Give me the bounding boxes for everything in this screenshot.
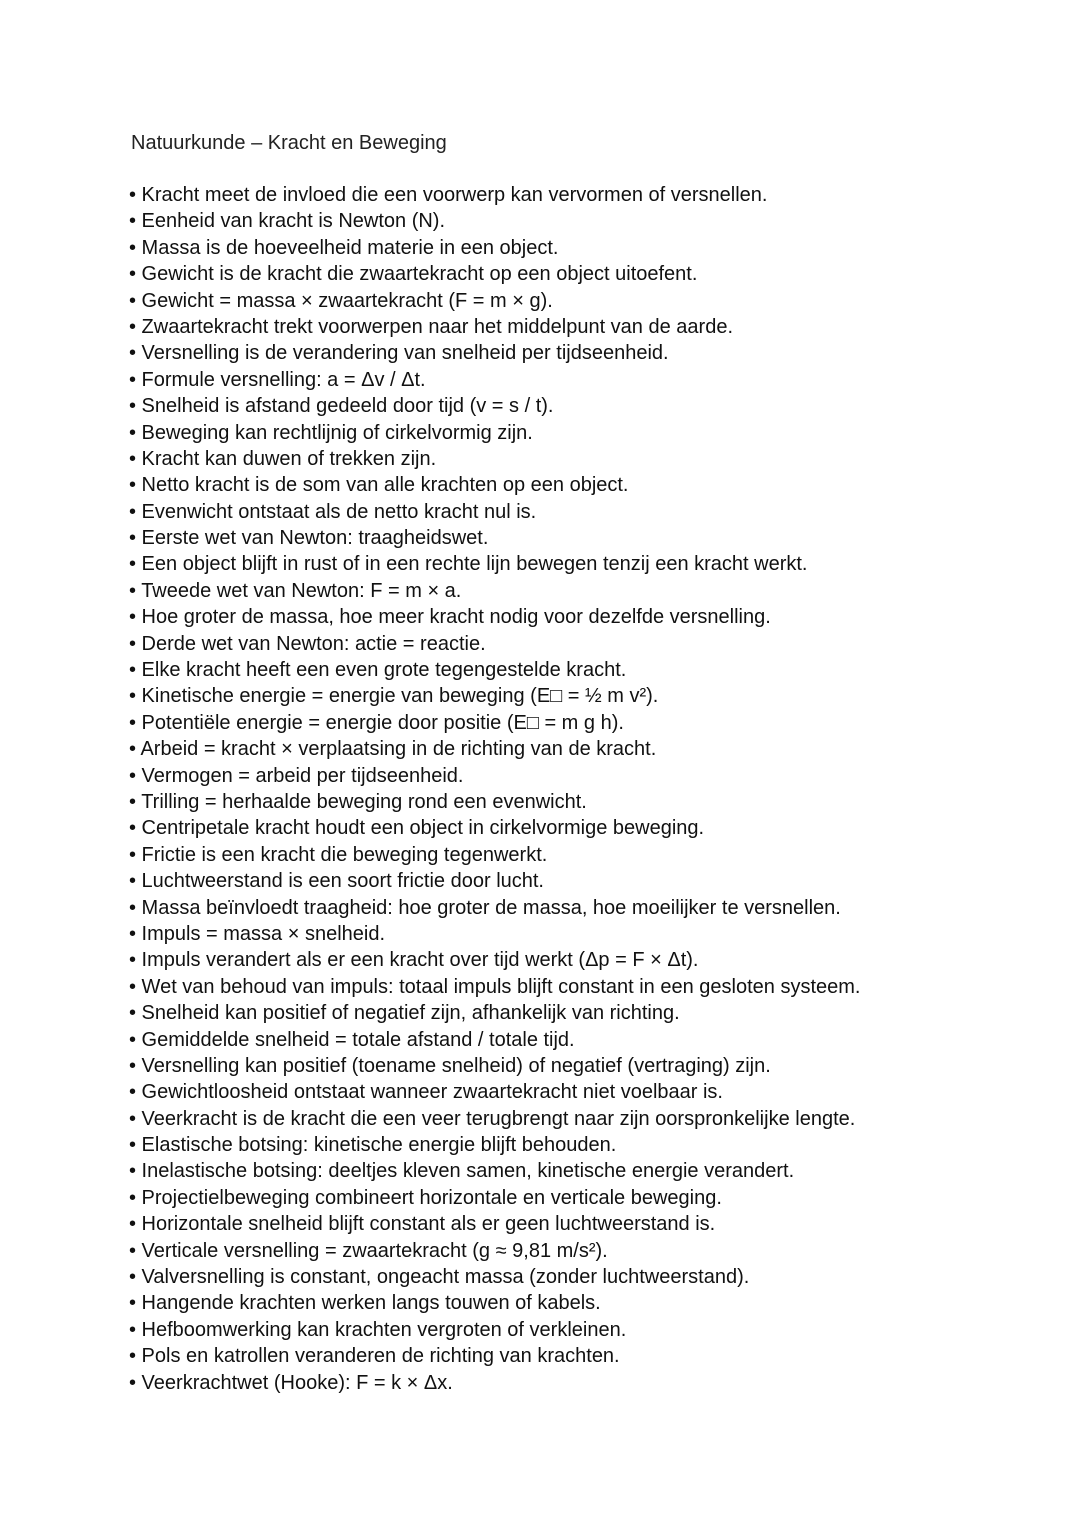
bullet-item: • Centripetale kracht houdt een object in cirkelvormige beweging. bbox=[129, 817, 705, 840]
bullet-item: • Wet van behoud van impuls: totaal impuls blijft constant in een gesloten systeem. bbox=[129, 975, 861, 998]
bullet-item: • Gewicht = massa × zwaartekracht (F = m × g). bbox=[129, 289, 553, 312]
bullet-item: • Impuls verandert als er een kracht over tijd werkt (Δp = F × Δt). bbox=[129, 949, 699, 972]
bullet-item: • Hangende krachten werken langs touwen of kabels. bbox=[129, 1292, 601, 1315]
bullet-item: • Elke kracht heeft een even grote tegengestelde kracht. bbox=[129, 659, 627, 682]
bullet-list bbox=[129, 182, 860, 1396]
bullet-item: • Kracht meet de invloed die een voorwerp kan vervormen of versnellen. bbox=[129, 184, 768, 206]
bullet-item: • Beweging kan rechtlijnig of cirkelvormig zijn. bbox=[129, 421, 533, 444]
bullet-item: • Projectielbeweging combineert horizontale en verticale beweging. bbox=[129, 1186, 722, 1209]
bullet-item: • Luchtweerstand is een soort frictie door lucht. bbox=[129, 870, 544, 893]
bullet-item: • Derde wet van Newton: actie = reactie. bbox=[129, 632, 486, 655]
bullet-item: • Eenheid van kracht is Newton (N). bbox=[129, 210, 446, 233]
bullet-item: • Massa beïnvloedt traagheid: hoe groter de massa, hoe moeilijker te versnellen. bbox=[129, 896, 841, 919]
bullet-item: • Inelastische botsing: deeltjes kleven samen, kinetische energie verandert. bbox=[129, 1160, 795, 1183]
document-title: Natuurkunde – Kracht en Beweging bbox=[131, 132, 447, 154]
bullet-item: • Formule versnelling: a = Δv / Δt. bbox=[129, 368, 426, 391]
bullet-item: • Gewichtloosheid ontstaat wanneer zwaartekracht niet voelbaar is. bbox=[129, 1081, 723, 1104]
bullet-item: • Vermogen = arbeid per tijdseenheid. bbox=[129, 764, 464, 787]
bullet-item: • Kracht kan duwen of trekken zijn. bbox=[129, 447, 437, 470]
bullet-item: • Evenwicht ontstaat als de netto kracht nul is. bbox=[129, 500, 537, 523]
bullet-item: • Snelheid is afstand gedeeld door tijd (v = s / t). bbox=[129, 395, 554, 418]
bullet-item: • Veerkrachtwet (Hooke): F = k × Δx. bbox=[129, 1371, 453, 1394]
bullet-item: • Netto kracht is de som van alle krachten op een object. bbox=[129, 474, 629, 497]
bullet-item: • Impuls = massa × snelheid. bbox=[129, 922, 386, 945]
bullet-item: • Horizontale snelheid blijft constant als er geen luchtweerstand is. bbox=[129, 1213, 716, 1236]
bullet-item: • Arbeid = kracht × verplaatsing in de richting van de kracht. bbox=[129, 738, 657, 761]
bullet-item: • Valversnelling is constant, ongeacht massa (zonder luchtweerstand). bbox=[129, 1266, 750, 1289]
bullet-item: • Een object blijft in rust of in een rechte lijn bewegen tenzij een kracht werkt. bbox=[129, 553, 808, 576]
bullet-item: • Snelheid kan positief of negatief zijn, afhankelijk van richting. bbox=[129, 1002, 680, 1025]
bullet-item: • Tweede wet van Newton: F = m × a. bbox=[129, 579, 462, 602]
bullet-item: • Verticale versnelling = zwaartekracht (g ≈ 9,81 m/s²). bbox=[129, 1239, 608, 1262]
bullet-item: • Gemiddelde snelheid = totale afstand / totale tijd. bbox=[129, 1028, 575, 1051]
bullet-item: • Massa is de hoeveelheid materie in een object. bbox=[129, 236, 559, 259]
bullet-item: • Hoe groter de massa, hoe meer kracht nodig voor dezelfde versnelling. bbox=[129, 606, 771, 629]
bullet-item: • Versnelling is de verandering van snelheid per tijdseenheid. bbox=[129, 342, 669, 365]
bullet-item: • Gewicht is de kracht die zwaartekracht op een object uitoefent. bbox=[129, 263, 698, 286]
bullet-item: • Eerste wet van Newton: traagheidswet. bbox=[129, 527, 489, 550]
bullet-item: • Trilling = herhaalde beweging rond een evenwicht. bbox=[129, 790, 587, 813]
bullet-item: • Veerkracht is de kracht die een veer terugbrengt naar zijn oorspronkelijke lengte. bbox=[129, 1107, 856, 1130]
bullet-item: • Potentiële energie = energie door positie (E□ = m g h). bbox=[129, 711, 624, 734]
bullet-item: • Hefboomwerking kan krachten vergroten of verkleinen. bbox=[129, 1318, 627, 1341]
bullet-item: • Pols en katrollen veranderen de richting van krachten. bbox=[129, 1345, 620, 1368]
bullet-item: • Frictie is een kracht die beweging tegenwerkt. bbox=[129, 843, 548, 866]
bullet-item: • Zwaartekracht trekt voorwerpen naar het middelpunt van de aarde. bbox=[129, 315, 733, 338]
bullet-item: • Versnelling kan positief (toename snelheid) of negatief (vertraging) zijn. bbox=[129, 1054, 771, 1077]
bullet-item: • Elastische botsing: kinetische energie blijft behouden. bbox=[129, 1134, 617, 1157]
bullet-item: • Kinetische energie = energie van beweging (E□ = ½ m v²). bbox=[129, 685, 659, 708]
